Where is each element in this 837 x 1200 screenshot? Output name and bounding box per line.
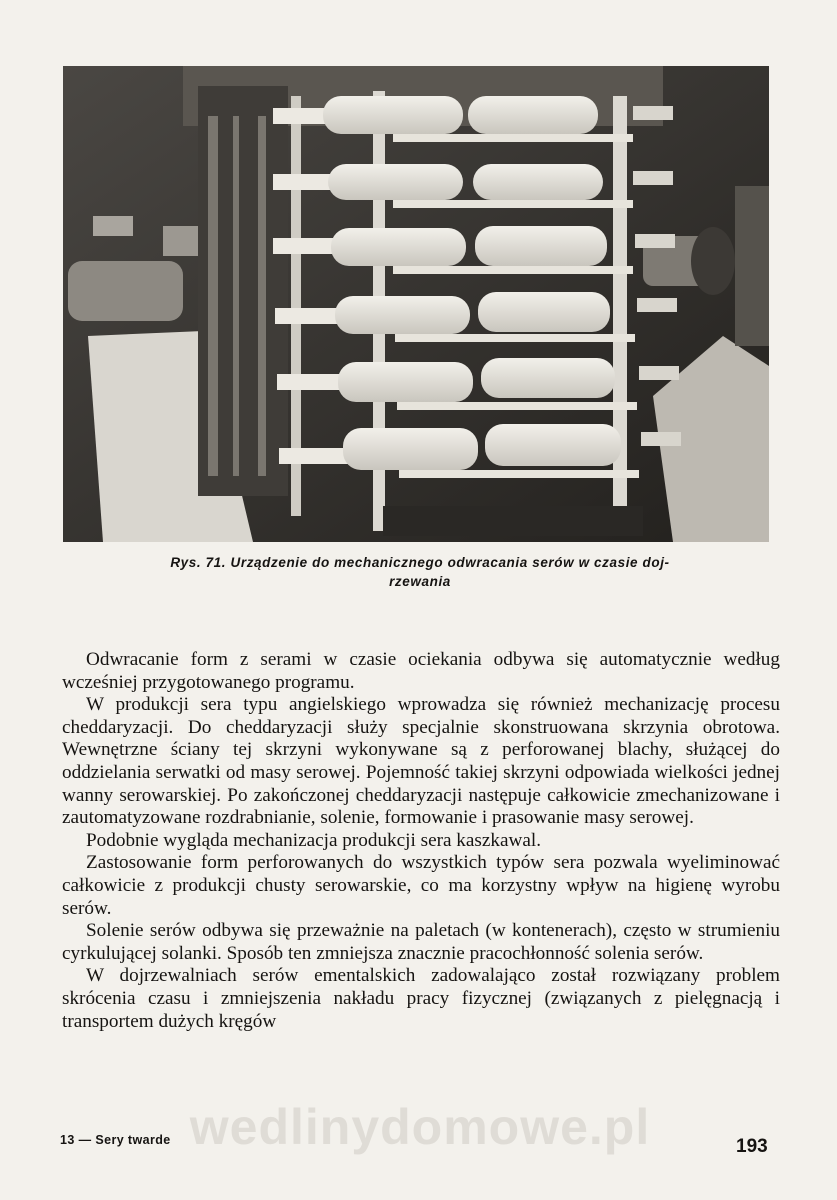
caption-line-2: rzewania [389,574,451,589]
paragraph: W produkcji sera typu angielskiego wprowadza się również mechanizację procesu cheddaryzacji. Do cheddaryzacji służy specjalnie skonstruowana skrzynia obrotowa. Wewnętrzne ściany tej skrzyni wykonywane są z perforowanej blachy, służącej do oddzielania serwatki od masy serowej. Pojemność takiej skrzyni odpowiada wielkości jednej wanny serowarskiej. Po zakończonej cheddaryzacji następuje całkowicie zmechanizowane i zautomatyzowane rozdrabnianie, solenie, formowanie i prasowanie masy serowej. [62,694,780,829]
figure-caption [80,553,760,591]
paragraph: Odwracanie form z serami w czasie ociekania odbywa się automatycznie według wcześniej przygotowanego programu. [62,649,780,693]
paragraph: W dojrzewalniach serów ementalskich zadowalająco został rozwiązany problem skrócenia czasu i zmniejszenia nakładu pracy fizycznej (związanych z pielęgnacją i transportem dużych kręgów [62,965,780,1032]
paragraph: Solenie serów odbywa się przeważnie na paletach (w kontenerach), często w strumieniu cyrkulującej solanki. Sposób ten zmniejsza znacznie pracochłonność solenia serów. [62,920,780,964]
machine-photo [63,66,769,542]
caption-line-1: Rys. 71. Urządzenie do mechanicznego odwracania serów w czasie doj- [170,555,670,570]
paragraph: Podobnie wygląda mechanizacja produkcji sera kaszkawal. [86,829,541,851]
body-text [62,649,780,1033]
page-number: 193 [736,1136,768,1157]
cheese-turning-machine-image [63,66,769,542]
signature-mark: 13 — Sery twarde [60,1133,171,1147]
paragraph: Zastosowanie form perforowanych do wszystkich typów sera pozwala wyeliminować całkowicie z produkcji chusty serowarskie, co ma korzystny wpływ na higienę wyrobu serów. [62,852,780,919]
watermark: wedlinydomowe.pl [189,1099,651,1155]
